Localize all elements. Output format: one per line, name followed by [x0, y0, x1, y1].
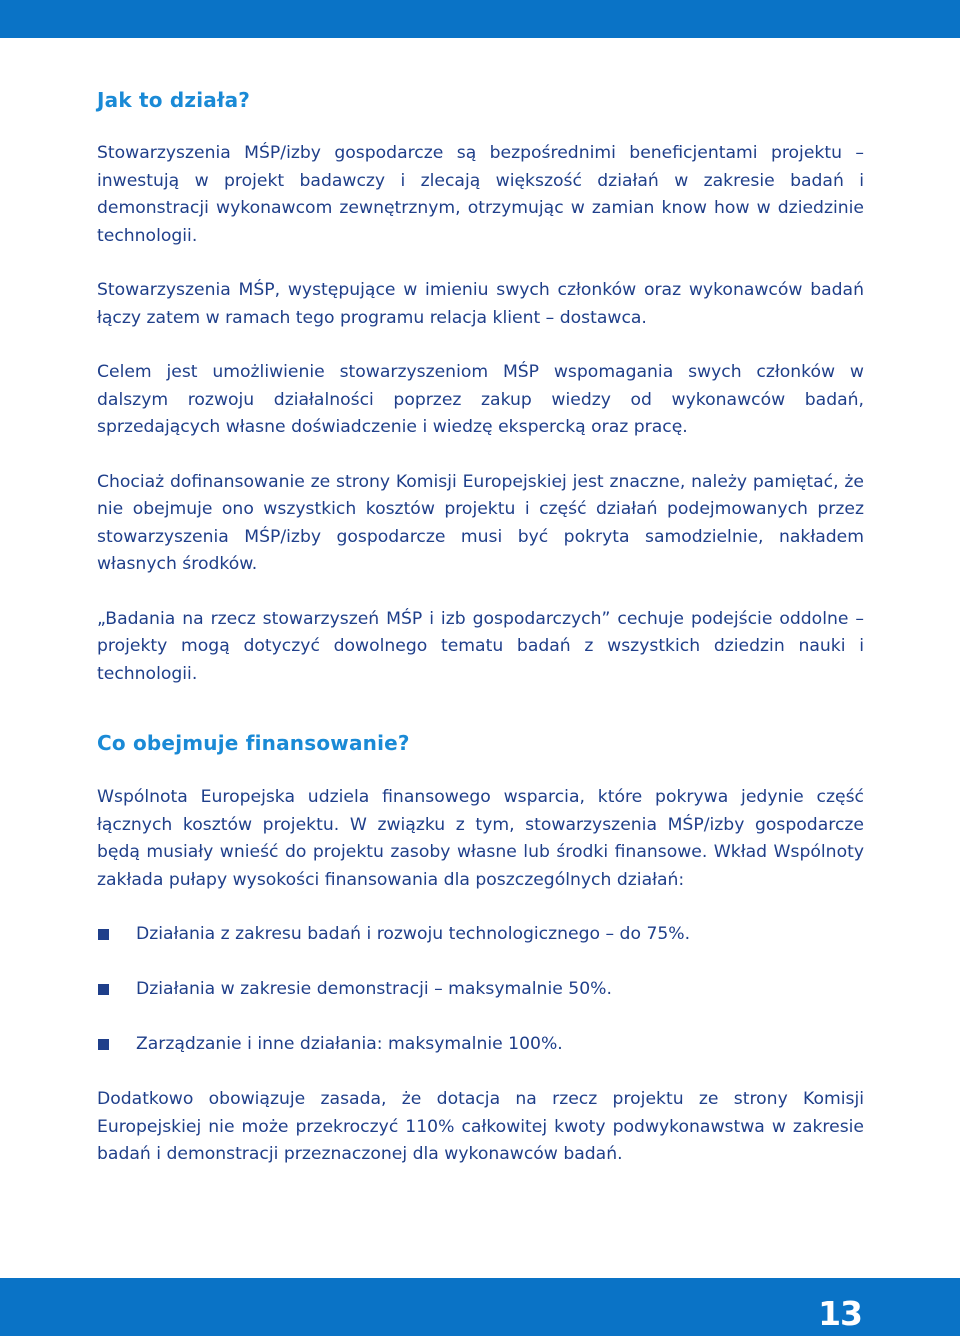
paragraph-cofinancing: Chociaż dofinansowanie ze strony Komisji Europejskiej jest znaczne, należy pamiętać, że nie obejmuje ono wszystkich kosztów projektu i część działań podejmowanych przez stowarzyszenia MŚP/izby gospodarcze musi być pokryta samodzielnie, nakładem własnych środków. [97, 471, 864, 574]
paragraph-community-support: Wspólnota Europejska udziela finansowego wsparcia, które pokrywa jedynie część łącznych kosztów projektu. W związku z tym, stowarzyszenia MŚP/izby gospodarcze będą musiały wnieść do projektu zasoby własne lub środki finansowe. Wkład Wspólnoty zakłada pułapy wysokości finansowania dla poszczególnych działań: [97, 787, 864, 890]
page-content [97, 86, 864, 1169]
section-heading-funding: Co obejmuje finansowanie? [97, 731, 410, 755]
square-bullet-icon [98, 984, 109, 995]
list-item-text: Działania w zakresie demonstracji – maksymalnie 50%. [136, 979, 612, 999]
top-color-bar [0, 0, 960, 38]
list-item [97, 1031, 864, 1059]
paragraph-additional-rule: Dodatkowo obowiązuje zasada, że dotacja na rzecz projektu ze strony Komisji Europejskiej nie może przekroczyć 110% całkowitej kwoty podwykonawstwa w zakresie badań i demonstracji przeznaczonej dla wykonawców badań. [97, 1089, 864, 1164]
list-item [97, 921, 864, 949]
page-number: 13 [818, 1294, 862, 1333]
list-item [97, 976, 864, 1004]
bottom-color-bar [0, 1278, 960, 1336]
list-item-text: Zarządzanie i inne działania: maksymalnie 100%. [136, 1034, 563, 1054]
funding-limits-list [97, 921, 864, 1059]
paragraph-goal: Celem jest umożliwienie stowarzyszeniom MŚP wspomagania swych członków w dalszym rozwoju działalności poprzez zakup wiedzy od wykonawców badań, sprzedających własne doświadczenie i wiedzę ekspercką oraz pracę. [97, 362, 864, 437]
square-bullet-icon [98, 1039, 109, 1050]
square-bullet-icon [98, 929, 109, 940]
paragraph-beneficiaries: Stowarzyszenia MŚP/izby gospodarcze są bezpośrednimi beneficjentami projektu – inwestują w projekt badawczy i zlecają większość działań w zakresie badań i demonstracji wykonawcom zewnętrznym, otrzymując w zamian know how w dziedzinie technologii. [97, 143, 864, 246]
list-item-text: Działania z zakresu badań i rozwoju technologicznego – do 75%. [136, 924, 691, 944]
paragraph-client-supplier: Stowarzyszenia MŚP, występujące w imieniu swych członków oraz wykonawców badań łączy zatem w ramach tego programu relacja klient – dostawca. [97, 280, 864, 328]
paragraph-bottom-up: „Badania na rzecz stowarzyszeń MŚP i izb gospodarczych” cechuje podejście oddolne – projekty mogą dotyczyć dowolnego tematu badań z wszystkich dziedzin nauki i technologii. [97, 608, 864, 684]
section-heading-how-it-works: Jak to działa? [97, 88, 251, 112]
